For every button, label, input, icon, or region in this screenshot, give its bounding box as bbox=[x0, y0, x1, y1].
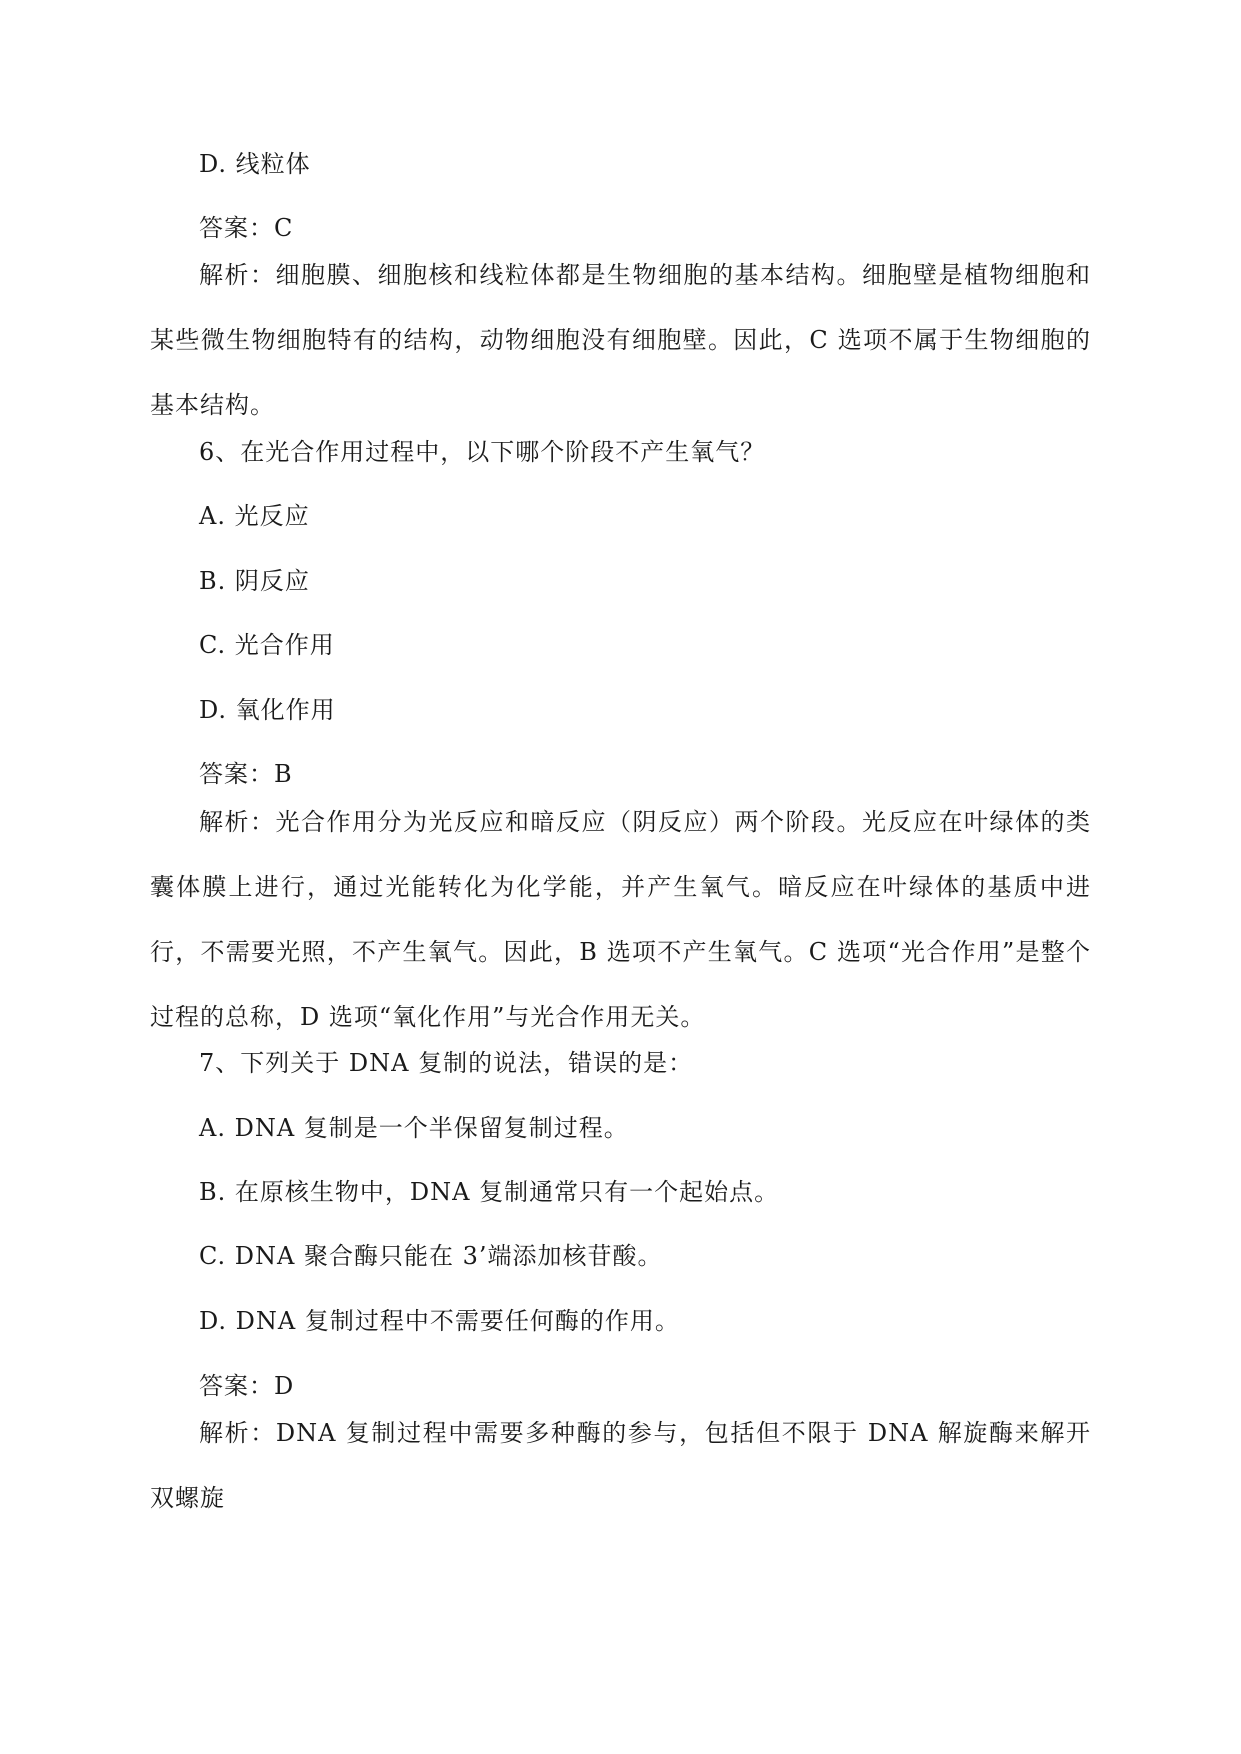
q5-option-d: D. 线粒体 bbox=[199, 150, 311, 178]
q7-option-c: C. DNA 聚合酶只能在 3’端添加核苷酸。 bbox=[199, 1242, 663, 1270]
q7-explanation: 解析：DNA 复制过程中需要多种酶的参与，包括但不限于 DNA 解旋酶来解开双螺旋 bbox=[150, 1419, 1091, 1512]
q6-question: 6、在光合作用过程中，以下哪个阶段不产生氧气？ bbox=[199, 438, 766, 466]
q6-option-d: D. 氧化作用 bbox=[199, 696, 336, 724]
q7-option-d: D. DNA 复制过程中不需要任何酶的作用。 bbox=[199, 1307, 680, 1335]
q7-answer: 答案：D bbox=[199, 1372, 295, 1400]
q6-explanation: 解析：光合作用分为光反应和暗反应（阴反应）两个阶段。光反应在叶绿体的类囊体膜上进行，通过光能转化为化学能，并产生氧气。暗反应在叶绿体的基质中进行，不需要光照，不产生氧气。因此，B 选项不产生氧气。C 选项“光合作用”是整个过程的总称，D 选项“氧化作用”与光合作用无关。 bbox=[150, 808, 1091, 1031]
q5-explanation: 解析：细胞膜、细胞核和线粒体都是生物细胞的基本结构。细胞壁是植物细胞和某些微生物细胞特有的结构，动物细胞没有细胞壁。因此，C 选项不属于生物细胞的基本结构。 bbox=[150, 261, 1091, 419]
q6-option-c: C. 光合作用 bbox=[199, 631, 335, 659]
q7-option-a: A. DNA 复制是一个半保留复制过程。 bbox=[199, 1114, 629, 1142]
q7-question: 7、下列关于 DNA 复制的说法，错误的是： bbox=[199, 1049, 694, 1077]
q6-option-a: A. 光反应 bbox=[199, 502, 310, 530]
q5-answer: 答案：C bbox=[199, 214, 294, 242]
q7-option-b: B. 在原核生物中，DNA 复制通常只有一个起始点。 bbox=[199, 1178, 780, 1206]
q6-answer: 答案：B bbox=[199, 760, 293, 788]
q6-option-b: B. 阴反应 bbox=[199, 567, 310, 595]
